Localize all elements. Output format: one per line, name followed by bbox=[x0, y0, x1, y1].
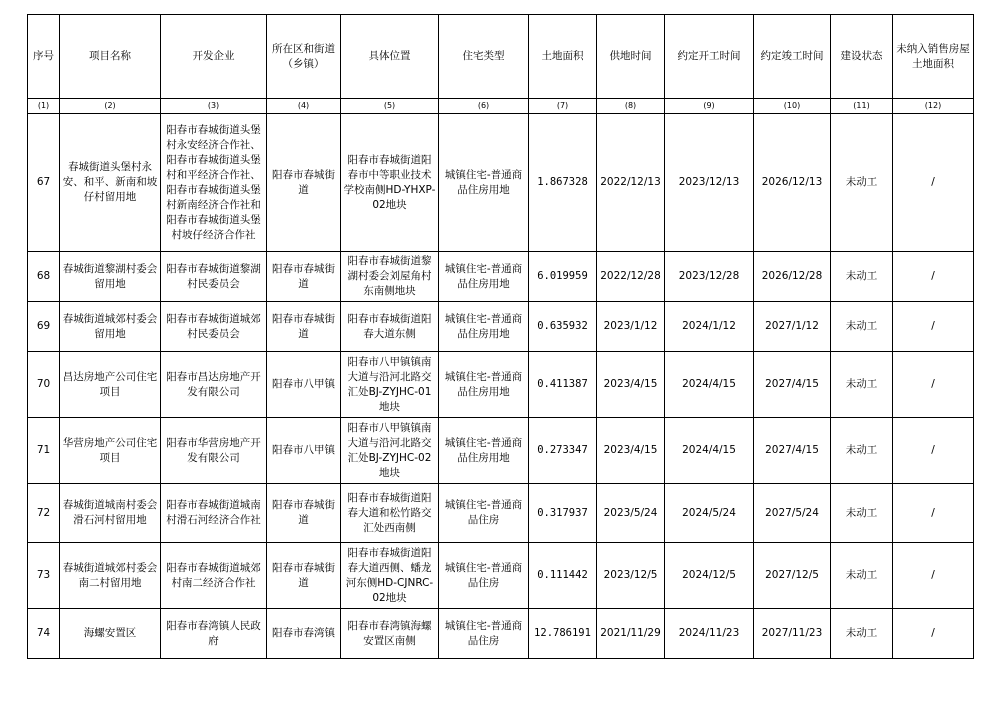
column-index: (8) bbox=[597, 99, 665, 114]
cell-land-area: 0.411387 bbox=[529, 352, 597, 418]
table-row bbox=[28, 114, 974, 252]
header-district: 所在区和街道（乡镇） bbox=[267, 15, 341, 99]
cell-developer: 阳春市春城街道城南村滑石河经济合作社 bbox=[161, 484, 267, 543]
cell-developer: 阳春市春城街道城郊村南二经济合作社 bbox=[161, 543, 267, 609]
cell-project-name: 春城街道城郊村委会南二村留用地 bbox=[60, 543, 161, 609]
cell-unsold-area: / bbox=[893, 114, 974, 252]
cell-housing-type: 城镇住宅-普通商品住房用地 bbox=[439, 302, 529, 352]
cell-seq: 74 bbox=[28, 609, 60, 659]
column-index: (1) bbox=[28, 99, 60, 114]
cell-start-date: 2024/4/15 bbox=[665, 352, 754, 418]
cell-completion-date: 2027/1/12 bbox=[754, 302, 831, 352]
table-row bbox=[28, 484, 974, 543]
cell-completion-date: 2027/11/23 bbox=[754, 609, 831, 659]
cell-housing-type: 城镇住宅-普通商品住房用地 bbox=[439, 114, 529, 252]
header-supply-date: 供地时间 bbox=[597, 15, 665, 99]
cell-unsold-area: / bbox=[893, 252, 974, 302]
cell-housing-type: 城镇住宅-普通商品住房用地 bbox=[439, 252, 529, 302]
cell-seq: 68 bbox=[28, 252, 60, 302]
header-status: 建设状态 bbox=[831, 15, 893, 99]
cell-status: 未动工 bbox=[831, 418, 893, 484]
cell-location: 阳春市春城街道阳春市中等职业技术学校南侧HD-YHXP-02地块 bbox=[341, 114, 439, 252]
cell-housing-type: 城镇住宅-普通商品住房用地 bbox=[439, 352, 529, 418]
cell-completion-date: 2027/4/15 bbox=[754, 352, 831, 418]
cell-status: 未动工 bbox=[831, 609, 893, 659]
header-completion-date: 约定竣工时间 bbox=[754, 15, 831, 99]
cell-status: 未动工 bbox=[831, 543, 893, 609]
cell-unsold-area: / bbox=[893, 484, 974, 543]
table-row bbox=[28, 543, 974, 609]
cell-status: 未动工 bbox=[831, 114, 893, 252]
cell-unsold-area: / bbox=[893, 352, 974, 418]
cell-project-name: 春城街道城南村委会滑石河村留用地 bbox=[60, 484, 161, 543]
cell-project-name: 华营房地产公司住宅项目 bbox=[60, 418, 161, 484]
header-land-area: 土地面积 bbox=[529, 15, 597, 99]
column-index: (11) bbox=[831, 99, 893, 114]
cell-housing-type: 城镇住宅-普通商品住房 bbox=[439, 543, 529, 609]
cell-start-date: 2023/12/28 bbox=[665, 252, 754, 302]
column-index: (7) bbox=[529, 99, 597, 114]
cell-project-name: 春城街道黎湖村委会留用地 bbox=[60, 252, 161, 302]
cell-start-date: 2024/4/15 bbox=[665, 418, 754, 484]
cell-land-area: 6.019959 bbox=[529, 252, 597, 302]
cell-district: 阳春市春城街道 bbox=[267, 114, 341, 252]
cell-developer: 阳春市春城街道头堡村永安经济合作社、阳春市春城街道头堡村和平经济合作社、阳春市春城街道头堡村新南经济合作社和阳春市春城街道头堡村坡仔经济合作社 bbox=[161, 114, 267, 252]
cell-completion-date: 2026/12/13 bbox=[754, 114, 831, 252]
cell-district: 阳春市春城街道 bbox=[267, 252, 341, 302]
cell-district: 阳春市八甲镇 bbox=[267, 352, 341, 418]
cell-housing-type: 城镇住宅-普通商品住房用地 bbox=[439, 418, 529, 484]
column-index-row bbox=[28, 99, 974, 114]
cell-start-date: 2024/12/5 bbox=[665, 543, 754, 609]
cell-developer: 阳春市昌达房地产开发有限公司 bbox=[161, 352, 267, 418]
cell-seq: 73 bbox=[28, 543, 60, 609]
cell-start-date: 2023/12/13 bbox=[665, 114, 754, 252]
cell-status: 未动工 bbox=[831, 252, 893, 302]
cell-status: 未动工 bbox=[831, 302, 893, 352]
cell-location: 阳春市八甲镇镇南大道与沿河北路交汇处BJ-ZYJHC-02地块 bbox=[341, 418, 439, 484]
cell-district: 阳春市八甲镇 bbox=[267, 418, 341, 484]
cell-supply-date: 2023/5/24 bbox=[597, 484, 665, 543]
column-index: (4) bbox=[267, 99, 341, 114]
cell-seq: 71 bbox=[28, 418, 60, 484]
cell-developer: 阳春市春湾镇人民政府 bbox=[161, 609, 267, 659]
header-developer: 开发企业 bbox=[161, 15, 267, 99]
cell-completion-date: 2027/5/24 bbox=[754, 484, 831, 543]
cell-seq: 72 bbox=[28, 484, 60, 543]
header-seq: 序号 bbox=[28, 15, 60, 99]
cell-completion-date: 2027/4/15 bbox=[754, 418, 831, 484]
column-index: (10) bbox=[754, 99, 831, 114]
header-location: 具体位置 bbox=[341, 15, 439, 99]
cell-location: 阳春市春城街道阳春大道西侧、蟠龙河东侧HD-CJNRC-02地块 bbox=[341, 543, 439, 609]
cell-seq: 67 bbox=[28, 114, 60, 252]
cell-land-area: 12.786191 bbox=[529, 609, 597, 659]
cell-supply-date: 2023/12/5 bbox=[597, 543, 665, 609]
cell-supply-date: 2023/4/15 bbox=[597, 352, 665, 418]
cell-project-name: 春城街道城郊村委会留用地 bbox=[60, 302, 161, 352]
cell-land-area: 1.867328 bbox=[529, 114, 597, 252]
cell-location: 阳春市八甲镇镇南大道与沿河北路交汇处BJ-ZYJHC-01地块 bbox=[341, 352, 439, 418]
land-data-table bbox=[27, 14, 974, 659]
cell-developer: 阳春市华营房地产开发有限公司 bbox=[161, 418, 267, 484]
cell-land-area: 0.273347 bbox=[529, 418, 597, 484]
cell-status: 未动工 bbox=[831, 484, 893, 543]
cell-location: 阳春市春城街道阳春大道东侧 bbox=[341, 302, 439, 352]
cell-housing-type: 城镇住宅-普通商品住房 bbox=[439, 609, 529, 659]
cell-start-date: 2024/11/23 bbox=[665, 609, 754, 659]
cell-project-name: 春城街道头堡村永安、和平、新南和坡仔村留用地 bbox=[60, 114, 161, 252]
cell-start-date: 2024/5/24 bbox=[665, 484, 754, 543]
cell-supply-date: 2023/4/15 bbox=[597, 418, 665, 484]
table-row bbox=[28, 418, 974, 484]
cell-seq: 69 bbox=[28, 302, 60, 352]
cell-location: 阳春市春城街道阳春大道和松竹路交汇处西南侧 bbox=[341, 484, 439, 543]
cell-completion-date: 2026/12/28 bbox=[754, 252, 831, 302]
cell-developer: 阳春市春城街道黎湖村民委员会 bbox=[161, 252, 267, 302]
header-housing-type: 住宅类型 bbox=[439, 15, 529, 99]
table-row bbox=[28, 352, 974, 418]
cell-district: 阳春市春城街道 bbox=[267, 484, 341, 543]
cell-status: 未动工 bbox=[831, 352, 893, 418]
header-row bbox=[28, 15, 974, 99]
cell-unsold-area: / bbox=[893, 609, 974, 659]
cell-supply-date: 2021/11/29 bbox=[597, 609, 665, 659]
table-row bbox=[28, 609, 974, 659]
cell-unsold-area: / bbox=[893, 418, 974, 484]
cell-district: 阳春市春湾镇 bbox=[267, 609, 341, 659]
cell-project-name: 昌达房地产公司住宅项目 bbox=[60, 352, 161, 418]
cell-project-name: 海螺安置区 bbox=[60, 609, 161, 659]
cell-supply-date: 2023/1/12 bbox=[597, 302, 665, 352]
cell-district: 阳春市春城街道 bbox=[267, 543, 341, 609]
cell-start-date: 2024/1/12 bbox=[665, 302, 754, 352]
cell-location: 阳春市春城街道黎湖村委会刘屋角村东南侧地块 bbox=[341, 252, 439, 302]
cell-seq: 70 bbox=[28, 352, 60, 418]
header-start-date: 约定开工时间 bbox=[665, 15, 754, 99]
cell-completion-date: 2027/12/5 bbox=[754, 543, 831, 609]
column-index: (6) bbox=[439, 99, 529, 114]
cell-unsold-area: / bbox=[893, 543, 974, 609]
header-project-name: 项目名称 bbox=[60, 15, 161, 99]
cell-land-area: 0.317937 bbox=[529, 484, 597, 543]
column-index: (5) bbox=[341, 99, 439, 114]
cell-land-area: 0.111442 bbox=[529, 543, 597, 609]
cell-developer: 阳春市春城街道城郊村民委员会 bbox=[161, 302, 267, 352]
table-row bbox=[28, 252, 974, 302]
column-index: (2) bbox=[60, 99, 161, 114]
header-unsold-area: 未纳入销售房屋土地面积 bbox=[893, 15, 974, 99]
cell-supply-date: 2022/12/13 bbox=[597, 114, 665, 252]
column-index: (3) bbox=[161, 99, 267, 114]
table-row bbox=[28, 302, 974, 352]
cell-location: 阳春市春湾镇海螺安置区南侧 bbox=[341, 609, 439, 659]
cell-district: 阳春市春城街道 bbox=[267, 302, 341, 352]
column-index: (9) bbox=[665, 99, 754, 114]
column-index: (12) bbox=[893, 99, 974, 114]
cell-housing-type: 城镇住宅-普通商品住房 bbox=[439, 484, 529, 543]
cell-supply-date: 2022/12/28 bbox=[597, 252, 665, 302]
cell-land-area: 0.635932 bbox=[529, 302, 597, 352]
cell-unsold-area: / bbox=[893, 302, 974, 352]
